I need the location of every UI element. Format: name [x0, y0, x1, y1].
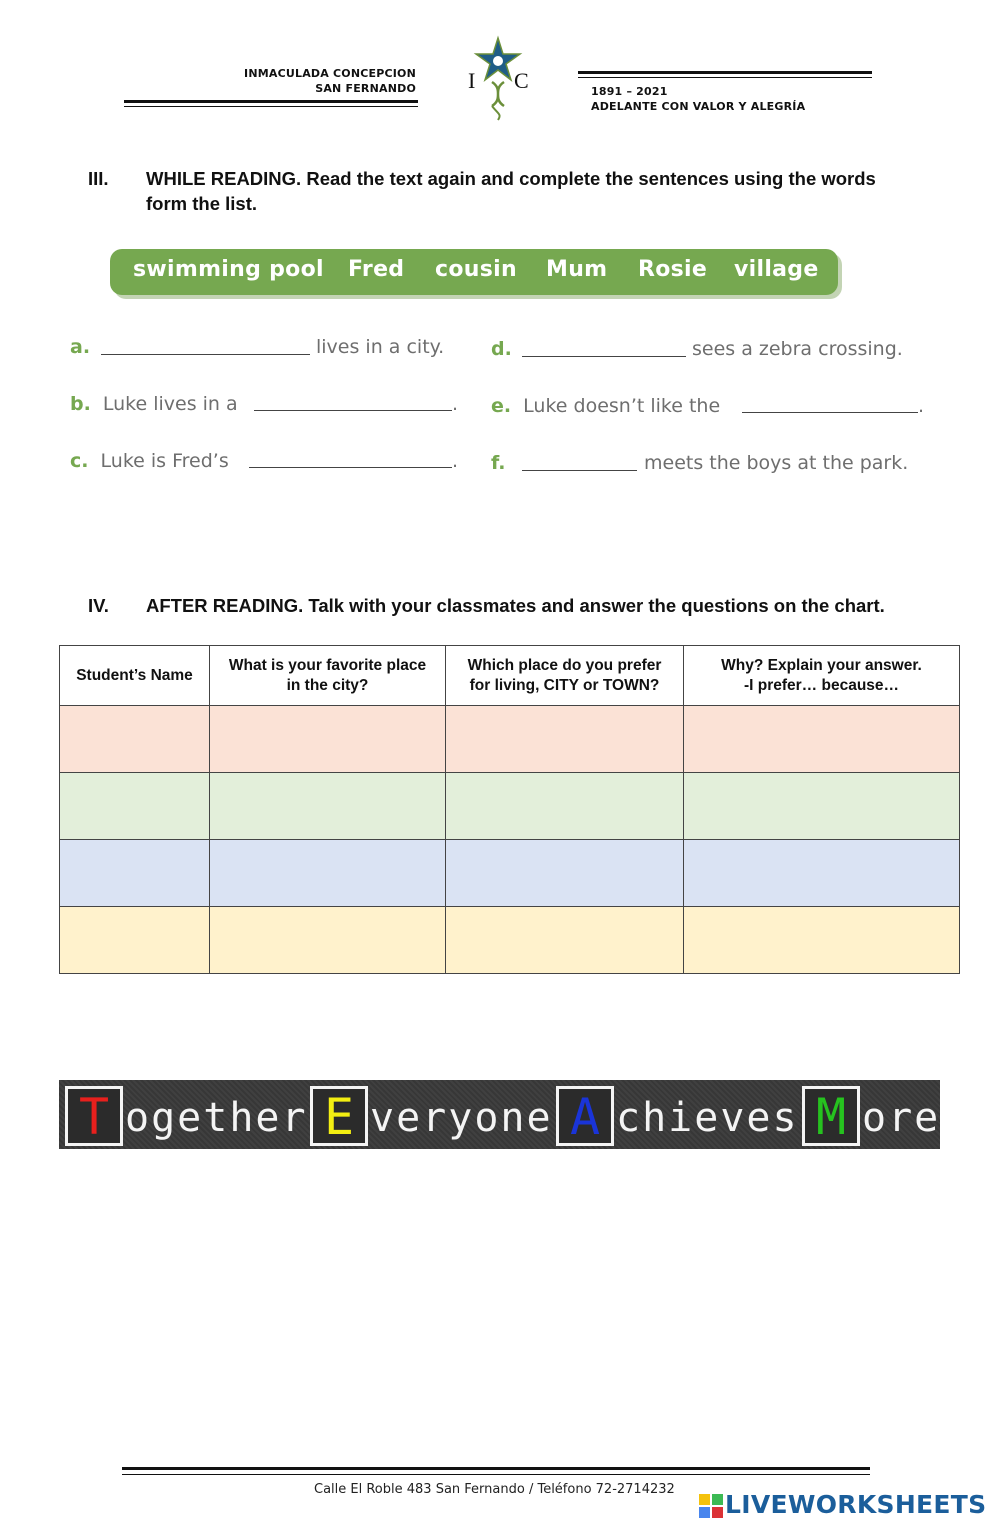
exercise-c-end: . [452, 450, 459, 472]
section-4-heading [88, 593, 948, 619]
word-bank-item: swimming pool [133, 257, 324, 282]
word-bank [110, 249, 838, 295]
banner-word: veryone [370, 1095, 553, 1141]
footer-rule [122, 1467, 870, 1470]
answer-blank-b[interactable] [254, 410, 452, 411]
team-banner [59, 1080, 940, 1149]
initial-letter: M [815, 1088, 847, 1146]
exercise-a-text: lives in a city. [316, 336, 445, 358]
school-city: SAN FERNANDO [315, 82, 416, 95]
header-rule-left-thin [124, 106, 418, 107]
school-motto-block [591, 84, 805, 114]
table-cell[interactable] [684, 907, 960, 974]
table-cell[interactable] [446, 840, 684, 907]
table-row [60, 907, 960, 974]
table-cell[interactable] [446, 706, 684, 773]
word-bank-item: Rosie [638, 257, 708, 282]
exercise-f [491, 452, 505, 474]
answer-blank-f[interactable] [522, 470, 637, 471]
exercise-c [70, 450, 229, 472]
liveworksheets-logo-icon [699, 1494, 723, 1518]
answer-blank-c[interactable] [249, 467, 452, 468]
initial-letter: A [569, 1088, 601, 1146]
banner-word: chieves [616, 1095, 799, 1141]
table-cell[interactable] [446, 907, 684, 974]
table-row [60, 840, 960, 907]
exercise-letter: c. [70, 450, 89, 472]
exercise-letter: e. [491, 395, 512, 417]
table-row [60, 773, 960, 840]
table-row [60, 706, 960, 773]
answer-blank-e[interactable] [742, 412, 918, 413]
header-prefer-place: Which place do you prefer for living, CITY or TOWN? [446, 646, 684, 706]
exercise-e-end: . [918, 395, 925, 417]
footer-address: Calle El Roble 483 San Fernando / Teléfono 72-2714232 [314, 1482, 675, 1497]
school-name-block [124, 66, 416, 96]
answer-blank-d[interactable] [522, 356, 686, 357]
exercise-letter: a. [70, 336, 91, 358]
dna-helix-icon [492, 82, 504, 106]
table-cell[interactable] [210, 706, 446, 773]
banner-word: ore [862, 1095, 941, 1141]
liveworksheets-brand[interactable] [699, 1490, 999, 1524]
exercise-letter: f. [491, 452, 506, 474]
table-cell[interactable] [210, 773, 446, 840]
word-bank-item: cousin [435, 257, 517, 282]
logo-letter-right: C [514, 68, 529, 93]
table-cell[interactable] [446, 773, 684, 840]
exercise-b-end: . [452, 393, 459, 415]
table-cell[interactable] [684, 706, 960, 773]
table-cell[interactable] [210, 907, 446, 974]
initial-box-e [310, 1086, 368, 1146]
section-3-number: III. [88, 168, 109, 189]
header-favorite-place: What is your favorite place in the city? [210, 646, 446, 706]
table-cell[interactable] [60, 840, 210, 907]
exercise-letter: b. [70, 393, 91, 415]
footer-rule-thin [122, 1474, 870, 1475]
initial-box-m [802, 1086, 860, 1146]
table-cell[interactable] [60, 706, 210, 773]
initial-letter: T [78, 1088, 110, 1146]
exercise-d [491, 338, 512, 360]
header-students-name: Student’s Name [60, 646, 210, 706]
header-why: Why? Explain your answer. -I prefer… because… [684, 646, 960, 706]
table-cell[interactable] [684, 840, 960, 907]
logo-letter-left: I [468, 68, 476, 93]
exercise-e-text: Luke doesn’t like the [523, 395, 721, 417]
section-4-text: AFTER READING. Talk with your classmates and answer the questions on the chart. [146, 595, 885, 616]
liveworksheets-text: LIVEWORKSHEETS [725, 1490, 987, 1519]
exercise-c-text: Luke is Fred’s [100, 450, 229, 472]
section-3-line-1: WHILE READING. Read the text again and complete the sentences using the words [146, 168, 876, 189]
school-motto: ADELANTE CON VALOR Y ALEGRÍA [591, 100, 806, 113]
banner-word: ogether [125, 1095, 308, 1141]
exercise-b-text: Luke lives in a [102, 393, 238, 415]
table-cell[interactable] [60, 773, 210, 840]
exercise-a [70, 336, 90, 358]
section-3-heading [88, 166, 948, 218]
exercise-b [70, 393, 238, 415]
exercise-e [491, 395, 720, 417]
school-logo [462, 34, 534, 124]
exercise-d-text: sees a zebra crossing. [692, 338, 903, 360]
exercise-letter: d. [491, 338, 512, 360]
word-bank-item: village [734, 257, 819, 282]
section-3-line-2: form the list. [146, 193, 258, 214]
section-4-number: IV. [88, 595, 109, 616]
table-cell[interactable] [210, 840, 446, 907]
school-name: INMACULADA CONCEPCION [244, 67, 416, 80]
header-rule-right [578, 71, 872, 74]
word-bank-item: Fred [348, 257, 405, 282]
initial-box-a [556, 1086, 614, 1146]
header-rule-left [124, 100, 418, 103]
answer-blank-a[interactable] [101, 354, 310, 355]
table-cell[interactable] [684, 773, 960, 840]
initial-box-t [65, 1086, 123, 1146]
word-bank-item: Mum [546, 257, 608, 282]
header-rule-right-thin [578, 77, 872, 78]
table-header-row [60, 646, 960, 706]
school-years: 1891 – 2021 [591, 85, 668, 98]
initial-letter: E [323, 1088, 355, 1146]
exercise-f-text: meets the boys at the park. [644, 452, 909, 474]
table-cell[interactable] [60, 907, 210, 974]
answer-chart [59, 645, 960, 974]
